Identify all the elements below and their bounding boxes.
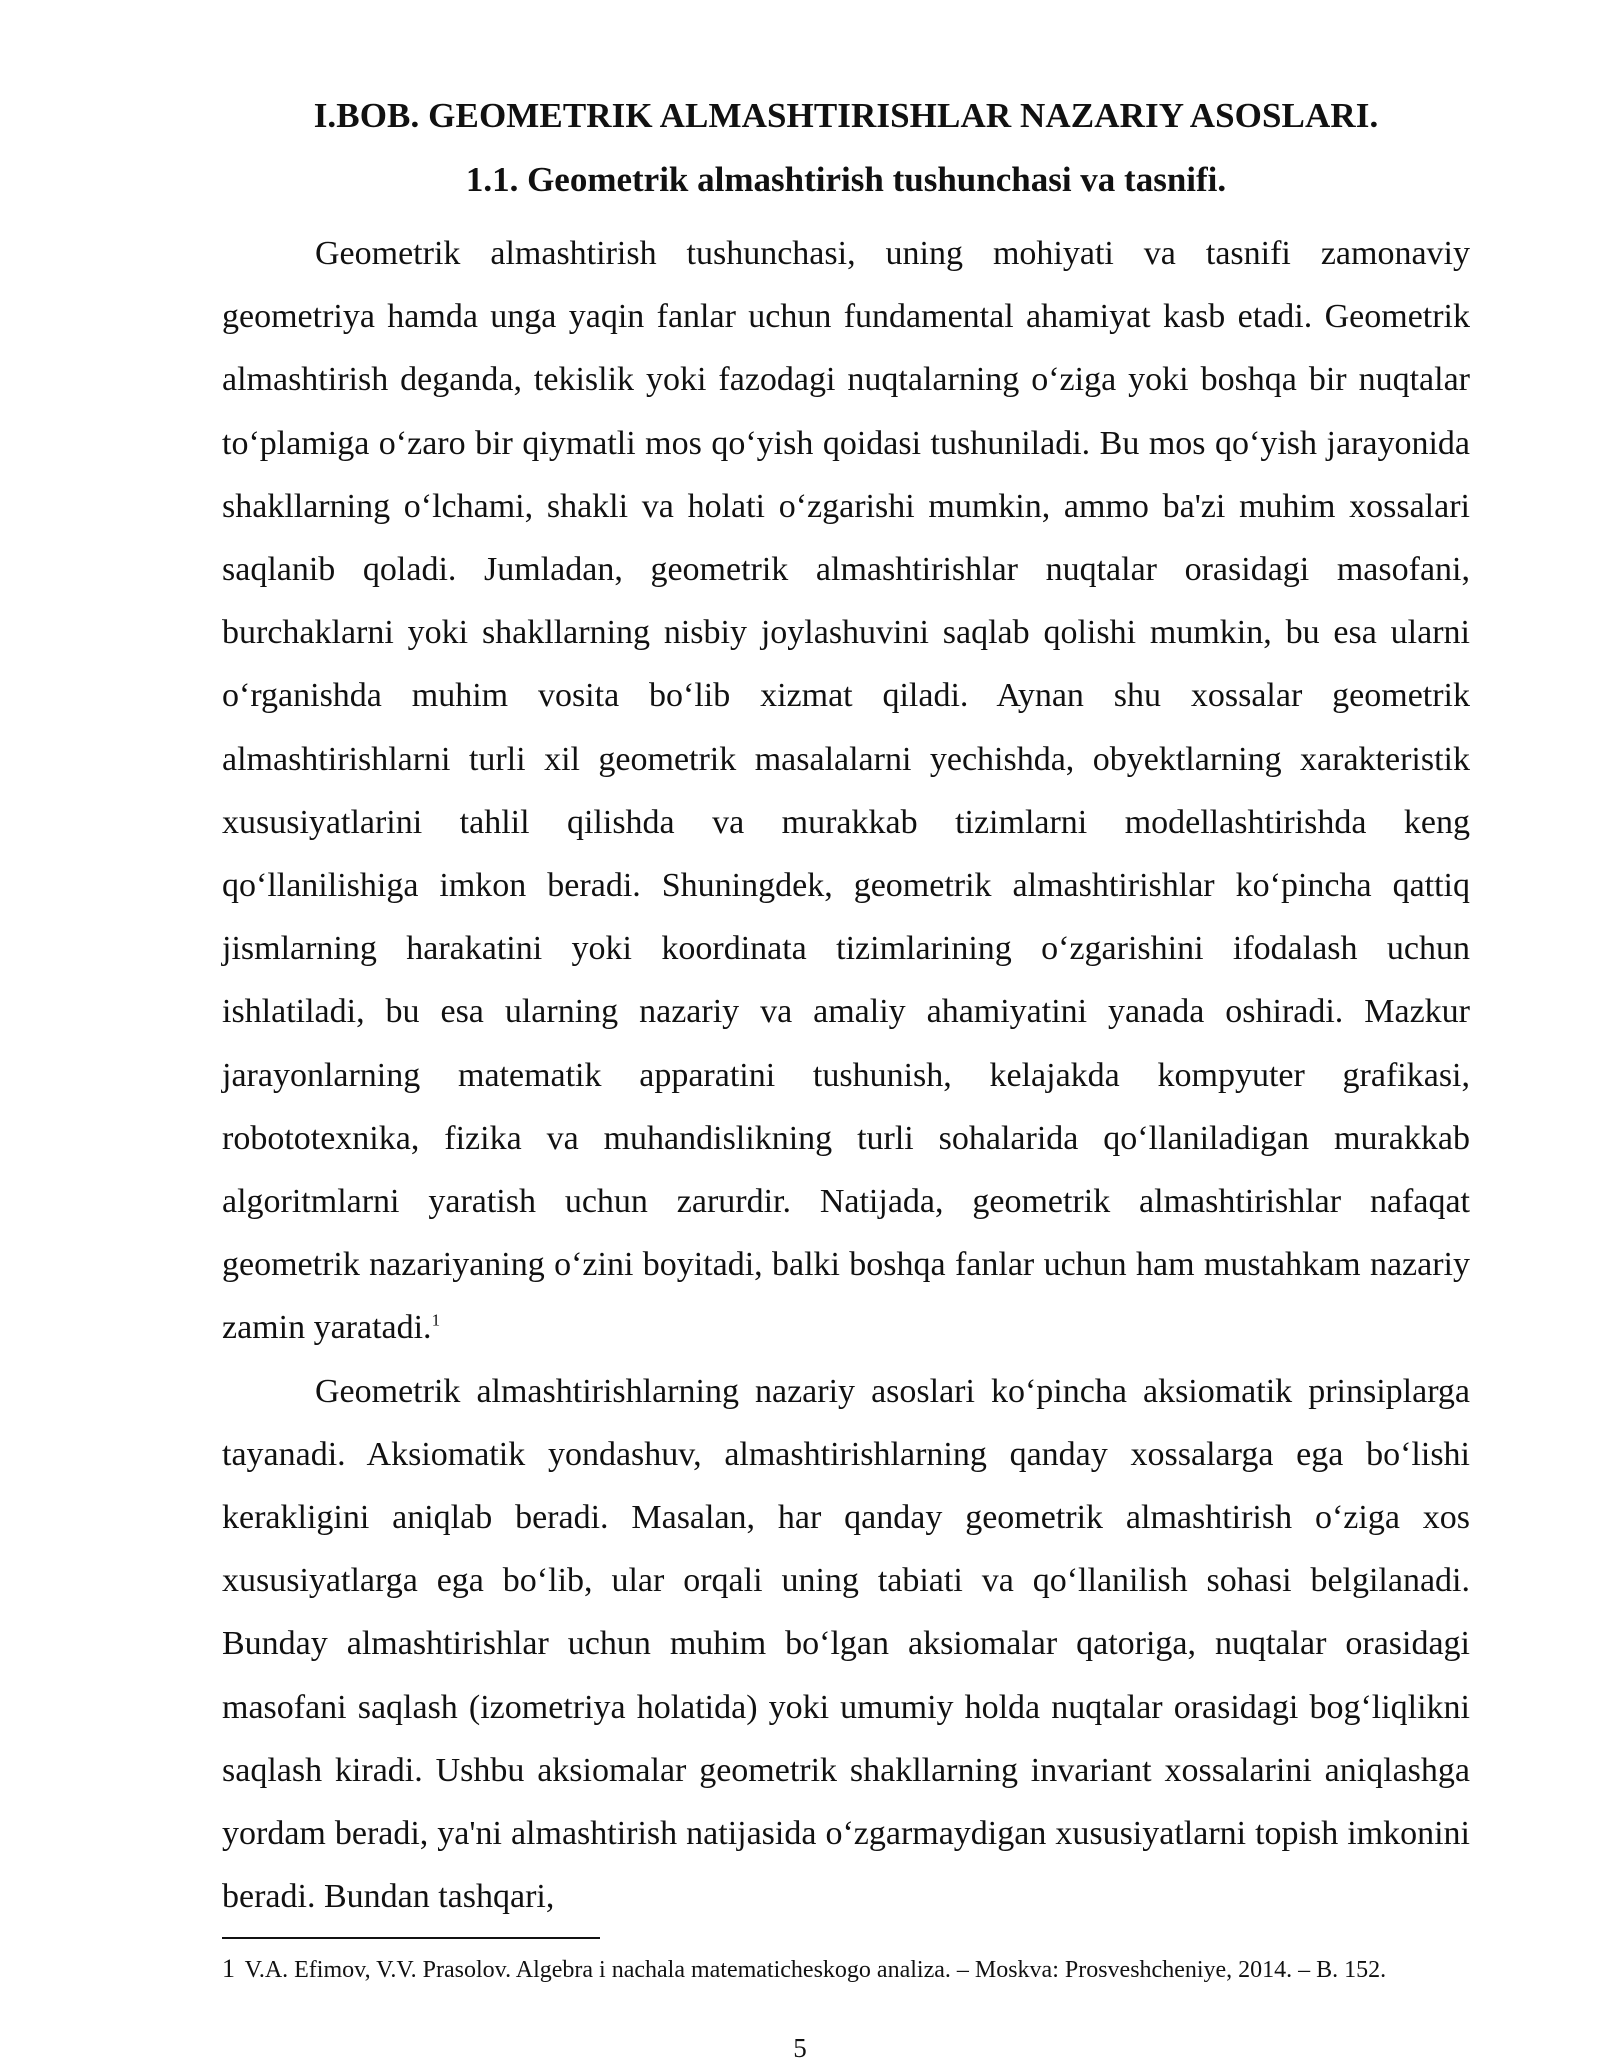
footnote-reference[interactable]: 1 (431, 1311, 441, 1331)
body-text (222, 222, 1470, 1928)
section-title: 1.1. Geometrik almashtirish tushunchasi va tasnifi. (465, 160, 1227, 199)
paragraph-2-text: Geometrik almashtirishlarning nazariy asoslari koʻpincha aksiomatik prinsiplarga tayanadi. Aksiomatik yondashuv, almashtirishlarning qanday xossalarga ega boʻlishi kerakligini aniqlab beradi. Masalan, har qanday geometrik almashtirish oʻziga xos xususiyatlarga ega boʻlib, ular orqali uning tabiati va qoʻllanilish sohasi belgilanadi. Bunday almashtirishlar uchun muhim boʻlgan aksiomalar qatoriga, nuqtalar orasidagi masofani saqlash (izometriya holatida) yoki umumiy holda nuqtalar orasidagi bogʻliqlikni saqlash kiradi. Ushbu aksiomalar geometrik shakllarning invariant xossalarini aniqlashga yordam beradi, ya'ni almashtirish natijasida oʻzgarmaydigan xususiyatlarni topish imkonini beradi. Bundan tashqari, (222, 1372, 1470, 1916)
page-number: 5 (793, 2033, 807, 2063)
paragraph-2 (222, 1360, 1470, 1929)
footnote-text: V.A. Efimov, V.V. Prasolov. Algebra i nachala matematicheskogo analiza. – Moskva: Prosveshcheniye, 2014. – B. 152. (244, 1957, 1387, 1983)
chapter-title: I.BOB. GEOMETRIK ALMASHTIRISHLAR NAZARIY ASOSLARI. (313, 96, 1379, 135)
paragraph-1-text: Geometrik almashtirish tushunchasi, uning mohiyati va tasnifi zamonaviy geometriya hamda unga yaqin fanlar uchun fundamental ahamiyat kasb etadi. Geometrik almashtirish deganda, tekislik yoki fazodagi nuqtalarning oʻziga yoki boshqa bir nuqtalar toʻplamiga oʻzaro bir qiymatli mos qoʻyish qoidasi tushuniladi. Bu mos qoʻyish jarayonida shakllarning oʻlchami, shakli va holati oʻzgarishi mumkin, ammo ba'zi muhim xossalari saqlanib qoladi. Jumladan, geometrik almashtirishlar nuqtalar orasidagi masofani, burchaklarni yoki shakllarning nisbiy joylashuvini saqlab qolishi mumkin, bu esa ularni oʻrganishda muhim vosita boʻlib xizmat qiladi. Aynan shu xossalar geometrik almashtirishlarni turli xil geometrik masalalarni yechishda, obyektlarning xarakteristik xususiyatlarini tahlil qilishda va murakkab tizimlarni modellashtirishda keng qoʻllanilishiga imkon beradi. Shuningdek, geometrik almashtirishlar koʻpincha qattiq jismlarning harakatini yoki koordinata tizimlarining oʻzgarishini ifodalash uchun ishlatiladi, bu esa ularning nazariy va amaliy ahamiyatini yanada oshiradi. Mazkur jarayonlarning matematik apparatini tushunish, kelajakda kompyuter grafikasi, robototexnika, fizika va muhandislikning turli sohalarida qoʻllaniladigan murakkab algoritmlarni yaratish uchun zarurdir. Natijada, geometrik almashtirishlar nafaqat geometrik nazariyaning oʻzini boyitadi, balki boshqa fanlar uchun ham mustahkam nazariy zamin yaratadi. (222, 235, 1470, 1347)
footnote-number: 1 (222, 1954, 235, 1983)
footnote (222, 1951, 1470, 1988)
paragraph-1 (222, 222, 1470, 1360)
footnote-separator (222, 1937, 600, 1939)
